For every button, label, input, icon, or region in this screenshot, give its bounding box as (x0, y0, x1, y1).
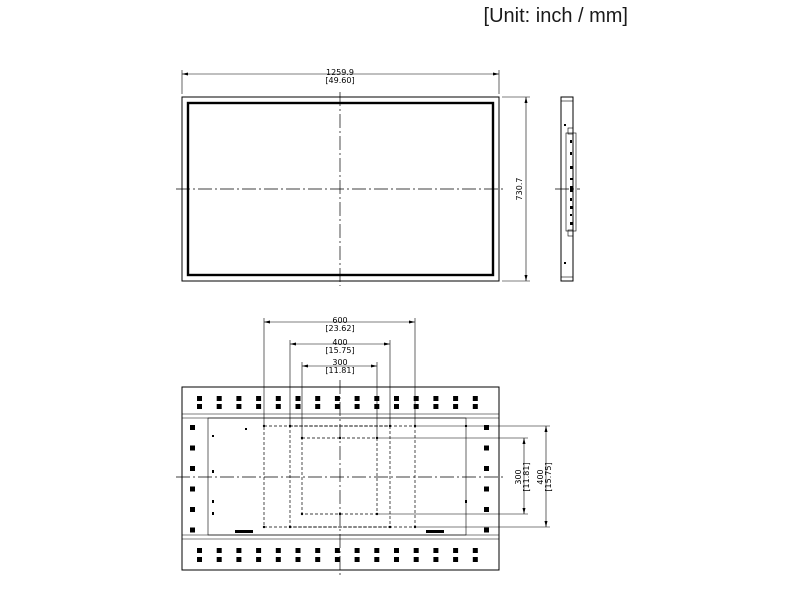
vent-slot (276, 404, 281, 409)
vent-slot (315, 396, 320, 401)
vent-slot (433, 404, 438, 409)
vent-slot (394, 404, 399, 409)
vent-slot (315, 557, 320, 562)
vent-slot (190, 487, 195, 492)
vent-slot (217, 548, 222, 553)
vent-slot (197, 548, 202, 553)
vent-slot (190, 507, 195, 512)
vent-slot (355, 557, 360, 562)
vent-slot (335, 404, 340, 409)
rear-side-vents (190, 425, 489, 533)
vent-slot (473, 404, 478, 409)
unit-label: [Unit: inch / mm] (483, 5, 628, 27)
vesa-mid-h-in: [15.75] (325, 346, 355, 355)
vent-slot (217, 396, 222, 401)
vent-slot (315, 548, 320, 553)
vent-slot (433, 557, 438, 562)
vent-slot (236, 548, 241, 553)
vent-slot (414, 396, 419, 401)
vent-slot (197, 396, 202, 401)
vent-slot (433, 548, 438, 553)
rear-port-right (426, 530, 444, 533)
vesa-inner-h-in: [11.81] (325, 366, 355, 375)
front-width-mm: 1259.9 (326, 68, 354, 77)
vesa-outer-v-mm: 400 (536, 469, 545, 485)
vent-slot (190, 425, 195, 430)
vent-slot (355, 404, 360, 409)
rear-top-vents (197, 396, 478, 409)
vesa-inner-v-in: [11.81] (522, 462, 531, 492)
vesa-holes (263, 425, 416, 528)
side-rear-housing (566, 133, 576, 231)
vent-slot (394, 396, 399, 401)
vent-slot (190, 446, 195, 451)
vent-slot (374, 548, 379, 553)
rear-panel-area (208, 418, 466, 535)
vent-slot (335, 557, 340, 562)
vent-slot (276, 548, 281, 553)
vent-slot (394, 548, 399, 553)
vent-slot (276, 557, 281, 562)
vent-slot (374, 557, 379, 562)
rear-port-left (235, 530, 253, 533)
vent-slot (190, 466, 195, 471)
vent-slot (296, 396, 301, 401)
vesa-outer-h-in: [23.62] (325, 324, 355, 333)
vent-slot (335, 548, 340, 553)
vent-slot (190, 528, 195, 533)
vent-slot (256, 557, 261, 562)
vesa-vertical-dimensions (377, 426, 553, 527)
side-view (555, 97, 580, 281)
vent-slot (296, 548, 301, 553)
vent-slot (484, 466, 489, 471)
rear-view (176, 316, 553, 577)
vent-slot (355, 548, 360, 553)
vesa-outer-v-in: [15.75] (544, 462, 553, 492)
vent-slot (335, 396, 340, 401)
vent-slot (484, 446, 489, 451)
vesa-inner-frame (302, 438, 377, 514)
vent-slot (484, 528, 489, 533)
vent-slot (355, 396, 360, 401)
rear-outer-frame (182, 387, 499, 570)
vent-slot (217, 557, 222, 562)
vent-slot (256, 404, 261, 409)
vent-slot (296, 557, 301, 562)
front-height-dimension (502, 97, 530, 281)
front-width-dimension (182, 68, 499, 94)
vent-slot (433, 396, 438, 401)
vent-slot (296, 404, 301, 409)
vent-slot (473, 396, 478, 401)
vent-slot (453, 404, 458, 409)
vent-slot (315, 404, 320, 409)
vent-slot (256, 548, 261, 553)
vesa-inner-h-mm: 300 (332, 358, 348, 367)
vent-slot (453, 396, 458, 401)
vent-slot (484, 507, 489, 512)
vent-slot (236, 396, 241, 401)
front-height-mm: 730.7 (515, 177, 524, 201)
vesa-inner-v-mm: 300 (514, 469, 523, 485)
vesa-horizontal-dimensions (264, 316, 415, 438)
rear-bottom-vents (197, 548, 478, 562)
front-width-in: [49.60] (325, 76, 355, 85)
vesa-outer-frame (264, 426, 415, 527)
vesa-outer-h-mm: 600 (332, 316, 348, 325)
vent-slot (473, 548, 478, 553)
vent-slot (484, 487, 489, 492)
vent-slot (414, 404, 419, 409)
vent-slot (236, 404, 241, 409)
vent-slot (236, 557, 241, 562)
vent-slot (256, 396, 261, 401)
vent-slot (197, 404, 202, 409)
vent-slot (394, 557, 399, 562)
vent-slot (217, 404, 222, 409)
vent-slot (453, 557, 458, 562)
vent-slot (473, 557, 478, 562)
vent-slot (453, 548, 458, 553)
vesa-mid-h-mm: 400 (332, 338, 348, 347)
front-view (176, 68, 530, 286)
vent-slot (414, 548, 419, 553)
vent-slot (276, 396, 281, 401)
vent-slot (197, 557, 202, 562)
vent-slot (414, 557, 419, 562)
